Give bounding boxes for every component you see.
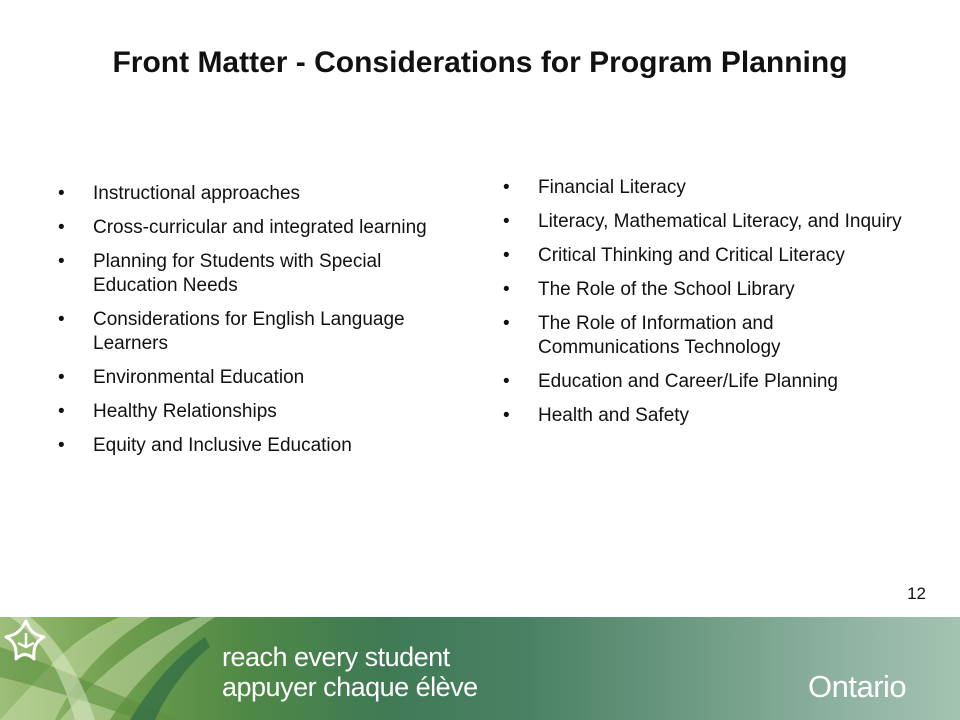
left-list-item-text: Healthy Relationships bbox=[93, 401, 277, 422]
left-list-item bbox=[58, 434, 458, 458]
bullet-icon: • bbox=[58, 183, 65, 204]
bullet-icon: • bbox=[503, 211, 510, 232]
left-list-item-text: Equity and Inclusive Education bbox=[93, 435, 352, 456]
left-list-item-text: Cross-curricular and integrated learning bbox=[93, 217, 427, 238]
right-list-item-text: Education and Career/Life Planning bbox=[538, 371, 838, 392]
left-list-item bbox=[58, 250, 458, 298]
bullet-icon: • bbox=[58, 251, 65, 272]
slogan-english: reach every student bbox=[222, 642, 450, 672]
right-list-item bbox=[503, 244, 903, 268]
bullet-icon: • bbox=[503, 371, 510, 392]
right-list-item-text: Health and Safety bbox=[538, 405, 690, 426]
right-list-item-text: The Role of the School Library bbox=[538, 279, 795, 300]
bullet-icon: • bbox=[503, 313, 510, 334]
footer-banner bbox=[0, 617, 960, 720]
right-list-item bbox=[503, 312, 903, 360]
bullet-icon: • bbox=[503, 405, 510, 426]
left-list-item-text: Planning for Students with Special Education Needs bbox=[93, 251, 382, 296]
right-list-item-text: The Role of Information and Communications Technology bbox=[538, 313, 781, 358]
bullet-icon: • bbox=[58, 367, 65, 388]
ontario-trillium-icon bbox=[0, 617, 52, 669]
right-list-item-text: Literacy, Mathematical Literacy, and Inquiry bbox=[538, 211, 902, 232]
bullet-icon: • bbox=[503, 279, 510, 300]
bullet-icon: • bbox=[58, 435, 65, 456]
right-bullet-list bbox=[503, 176, 903, 438]
left-list-item-text: Environmental Education bbox=[93, 367, 305, 388]
ontario-wordmark: Ontario bbox=[808, 669, 907, 704]
right-list-item-text: Critical Thinking and Critical Literacy bbox=[538, 245, 845, 266]
page-number: 12 bbox=[907, 584, 926, 603]
bullet-icon: • bbox=[58, 217, 65, 238]
bullet-icon: • bbox=[58, 401, 65, 422]
left-bullet-list bbox=[58, 182, 458, 468]
slide-title: Front Matter - Considerations for Program Planning bbox=[112, 46, 848, 79]
left-list-item bbox=[58, 182, 458, 206]
right-list-item bbox=[503, 176, 903, 200]
right-list-item-text: Financial Literacy bbox=[538, 177, 686, 198]
left-list-item-text: Instructional approaches bbox=[93, 183, 301, 204]
right-list-item bbox=[503, 404, 903, 428]
bullet-icon: • bbox=[503, 177, 510, 198]
left-list-item bbox=[58, 308, 458, 356]
left-list-item-text: Considerations for English Language Learners bbox=[93, 309, 405, 354]
slogan-french: appuyer chaque élève bbox=[222, 672, 478, 702]
right-list-item bbox=[503, 210, 903, 234]
left-list-item bbox=[58, 366, 458, 390]
right-list-item bbox=[503, 278, 903, 302]
left-list-item bbox=[58, 216, 458, 240]
left-list-item bbox=[58, 400, 458, 424]
bullet-icon: • bbox=[503, 245, 510, 266]
bullet-icon: • bbox=[58, 309, 65, 330]
right-list-item bbox=[503, 370, 903, 394]
